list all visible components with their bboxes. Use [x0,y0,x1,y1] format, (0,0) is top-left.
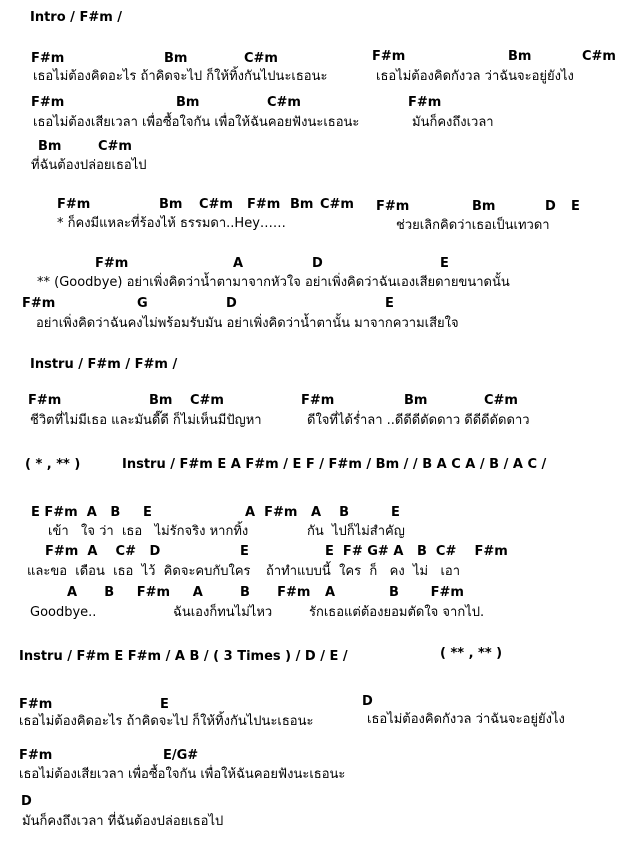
chord: A [233,256,244,271]
chord: F#m [376,199,410,214]
chord-line: E F# G# A B C# F#m [325,544,508,559]
chord: F#m [408,95,442,110]
lyric-line: ชีวิตที่ไม่มีเธอ และมันดี๊ดี ก็ไม่เห็นมีปัญหา [30,413,262,428]
chord: E [571,199,580,214]
chord: E [160,697,169,712]
chord: F#m [301,393,335,408]
lyric-line: กัน ไปก็ไม่สำคัญ [307,524,405,539]
chord-line: B F#m [389,585,464,600]
lyric-line: และขอ เดือน เธอ ไว้ คิดจะคบกับใคร [27,564,251,579]
chord: C#m [582,49,616,64]
chord: D [312,256,323,271]
intro-line: Intro / F#m / [30,10,123,25]
lyric-line: Goodbye.. [30,605,97,620]
chord: Bm [290,197,314,212]
chord: F#m [247,197,281,212]
chord: F#m [22,296,56,311]
lyric-line: ที่ฉันต้องปล่อยเธอไป [31,158,147,173]
chord: E [385,296,394,311]
lyric-line: * ก็คงมีแหละที่ร้องไห้ ธรรมดา..Hey…… [57,216,286,231]
lyric-line: เธอไม่ต้องคิดกังวล ว่าฉันจะอยู่ยังไง [367,712,565,727]
chord-line: A B F#m A [67,585,203,600]
chord: F#m [57,197,91,212]
chord: C#m [320,197,354,212]
chord: C#m [98,139,132,154]
lyric-line: เธอไม่ต้องคิดอะไร ถ้าคิดจะไป ก็ให้ทิ้งกันไปนะเธอนะ [19,714,314,729]
chord: D [226,296,237,311]
chord: Bm [508,49,532,64]
lyric-line: ดีใจที่ได้ร่ำลา ..ดีดีดีดัดดาว ดีดีดีดัดดาว [307,413,530,428]
lyric-line: มันก็คงถึงเวลา [412,115,494,130]
lyric-line: เธอไม่ต้องคิดอะไร ถ้าคิดจะไป ก็ให้ทิ้งกันไปนะเธอนะ [33,69,328,84]
lyric-line: เข้า ใจ ว่า เธอ ไม่รักจริง หากทิ้ง [48,524,249,539]
lyric-line: ** (Goodbye) อย่าเพิ่งคิดว่าน้ำตามาจากหัวใจ อย่าเพิ่งคิดว่าฉันเองเสียดายขนาดนั้น [37,275,510,290]
chord: Bm [176,95,200,110]
chord: C#m [190,393,224,408]
lyric-line: เธอไม่ต้องเสียเวลา เพื่อซื้อใจกัน เพื่อให้ฉันคอยฟังนะเธอนะ [33,115,360,130]
chord: E [391,505,400,520]
chord: D [362,694,373,709]
chord: C#m [484,393,518,408]
instrumental-line: Instru / F#m / F#m / [30,357,178,372]
chord: F#m [95,256,129,271]
chord: Bm [38,139,62,154]
chord: C#m [267,95,301,110]
chord-line: B F#m [240,585,311,600]
chord: F#m [28,393,62,408]
chord-line: F#m A C# D [45,544,161,559]
chord: D [545,199,556,214]
chord-line: E F#m A B E [31,505,152,520]
chord: G [137,296,148,311]
lyric-line: มันก็คงถึงเวลา ที่ฉันต้องปล่อยเธอไป [22,814,224,829]
chord: F#m [372,49,406,64]
chord: D [21,794,32,809]
chord: E [240,544,249,559]
chord: Bm [164,51,188,66]
instrumental-line: Instru / F#m E A F#m / E F / F#m / Bm / / B A C A / B / A C / [122,457,547,472]
chord: Bm [159,197,183,212]
chord: F#m [31,51,65,66]
repeat-marker: ( ** , ** ) [440,646,503,661]
chord: E/G# [163,748,199,763]
lyric-line: เธอไม่ต้องคิดกังวล ว่าฉันจะอยู่ยังไง [376,69,574,84]
chord: Bm [404,393,428,408]
lyric-line: ฉันเองก็ทนไม่ไหว [173,605,273,620]
instrumental-line: Instru / F#m E F#m / A B / ( 3 Times ) / D / E / [19,649,348,664]
repeat-marker: ( * , ** ) [25,457,81,472]
chord: F#m [19,697,53,712]
lyric-line: อย่าเพิ่งคิดว่าฉันคงไม่พร้อมรับมัน อย่าเพิ่งคิดว่าน้ำตานั้น มาจากความเสียใจ [36,316,459,331]
chord: Bm [472,199,496,214]
chord: F#m [19,748,53,763]
chord: F#m [31,95,65,110]
chord: Bm [149,393,173,408]
lyric-line: รักเธอแต่ต้องยอมตัดใจ จากไป. [309,605,485,620]
lyric-line: ช่วยเลิกคิดว่าเธอเป็นเทวดา [396,218,550,233]
lyric-line: เธอไม่ต้องเสียเวลา เพื่อซื้อใจกัน เพื่อให้ฉันคอยฟังนะเธอนะ [19,767,346,782]
chord: C#m [199,197,233,212]
chord-line: A F#m A B [245,505,350,520]
chord: A [325,585,336,600]
chord: E [440,256,449,271]
lyric-line: ถ้าทำแบบนี้ ใคร ก็ คง ไม่ เอา [266,564,460,579]
chord: C#m [244,51,278,66]
